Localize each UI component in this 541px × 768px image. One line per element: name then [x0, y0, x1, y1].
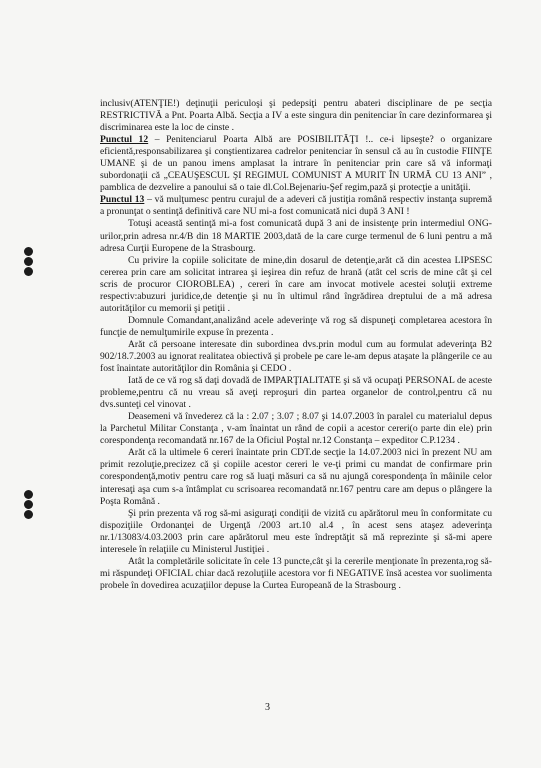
point-label: Punctul 12: [100, 134, 149, 146]
binder-hole: [24, 510, 33, 519]
binder-hole: [24, 500, 33, 509]
paragraph: Domnule Comandant,analizând acele adeverinţe vă rog să dispuneţi completarea acestora în funcţie de nemulţumirile expuse în prezenta .: [100, 314, 492, 338]
paragraph: Atât la completările solicitate în cele 13 puncte,cât şi la cererile menţionate în prezenta,rog să-mi răspundeţi OFICIAL chiar dacă rezoluţiile acestora vor fi NEGATIVE însă acestea vor suolimenta probele în dovedirea acuzaţiilor depuse la Curtea Europeană de la Strasbourg .: [100, 555, 492, 591]
paragraph: [100, 194, 492, 218]
point-label: Punctul 13: [100, 194, 145, 206]
document-body: [100, 98, 492, 592]
paragraph: Totuşi această sentinţă mi-a fost comunicată după 3 ani de insistenţe prin intermediul ONG-urilor,prin adresa nr.4/B din 18 MARTIE 2003,dată de la care curge termenul de 6 luni pentru a mă adresa Curţii Europene de la Strasbourg.: [100, 218, 492, 254]
paragraph: inclusiv(ATENŢIE!) deţinuţii periculoşi şi pedepsiţi pentru abateri disciplinare de pe secţia RESTRICTIVĂ a Pnt. Poarta Albă. Secţia a IV a este singura din penitenciar în care dezinformarea şi discriminarea este la loc de cinste .: [100, 98, 492, 134]
paragraph: Cu privire la copiile solicitate de mine,din dosarul de detenţie,arăt că din acestea LIPSESC cererea prin care am solicitat intrarea şi ieşirea din refuz de hrană (atât cel scris de mine cât şi cel scris de procuror CIOROBLEA) , cereri în care am invocat motivele acestei soluţii extreme respectiv:abuzuri juridice,de detenţie şi nu în ultimul rând îngrădirea dreptului de a mă adresa autorităţilor cu memorii şi petiţii .: [100, 254, 492, 314]
paragraph: Şi prin prezenta vă rog să-mi asiguraţi condiţii de vizită cu apărătorul meu în conformitate cu dispoziţiile Ordonanţei de Urgenţă /2003 art.10 al.4 , în acest sens ataşez adeverinţa nr.1/13083/4.03.2003 prin care apărătorul meu este îndreptăţit să mă reprezinte şi să-mi apere interesele în relaţiile cu Ministerul Justiţiei .: [100, 507, 492, 555]
paragraph: Deasemeni vă învederez că la : 2.07 ; 3.07 ; 8.07 şi 14.07.2003 în paralel cu materialul depus la Parchetul Militar Constanţa , v-am înaintat un rând de copii a acestor cereri(o parte din ele) prin corespondenţa recomandată nr.167 de la Oficiul Poştal nr.12 Constanţa – expeditor C.P.1234 .: [100, 411, 492, 447]
binder-hole: [24, 257, 33, 266]
paragraph-text: – vă mulţumesc pentru curajul de a adeveri că justiţia română respectiv instanţa supremă a pronunţat o sentinţă definitivă care NU mi-a fost comunicată nici după 3 ANI !: [100, 194, 492, 218]
binder-hole: [24, 247, 33, 256]
page-number: 3: [265, 702, 270, 713]
binder-hole: [24, 267, 33, 276]
paragraph: [100, 134, 492, 194]
paragraph-text: – Penitenciarul Poarta Albă are POSIBILITĂŢI !.. ce-i lipseşte? o organizare eficientă,responsabilizarea şi conştientizarea cadrelor penitenciar în sensul că au în custodie FIINŢE UMANE şi de un panou imens amplasat la intrare în penitenciar prin care să vă informaţi subordonaţii că „CEAUŞESCUL ŞI REGIMUL COMUNIST A MURIT ÎN URMĂ CU 13 ANI” , pamblica de dezvelire a panoului să o taie dl.Col.Bejenariu-Şef regim,pază şi protecţie a unităţii.: [100, 134, 492, 194]
binder-holes: [18, 0, 40, 768]
paragraph: Iată de ce vă rog să daţi dovadă de IMPARŢIALITATE şi să vă ocupaţi PERSONAL de aceste probleme,pentru că nu vreau să aveţi reproşuri din partea organelor de control,pentru că nu dvs.sunteţi cel vinovat .: [100, 375, 492, 411]
paragraph: Arăt că persoane interesate din subordinea dvs.prin modul cum au formulat adeverinţa B2 902/18.7.2003 au ignorat realitatea obiectivă şi probele pe care le-am depus ataşate la plângerile ce au fost înaintate autorităţilor din România şi CEDO .: [100, 338, 492, 375]
paragraph: Arăt că la ultimele 6 cereri înaintate prin CDT.de secţie la 14.07.2003 nici în prezent NU am primit rezoluţie,precizez că şi copiile acestor cereri le ve-ţi primi cu mandat de confirmare prin corespondenţă,motiv pentru care rog să luaţi măsuri ca să nu ajungă corespondenţa în mâinile celor interesaţi aşa cum s-a întâmplat cu scrisoarea recomandată nr.167 pentru care am depus o plângere la Poşta Română .: [100, 447, 492, 507]
binder-hole: [24, 490, 33, 499]
